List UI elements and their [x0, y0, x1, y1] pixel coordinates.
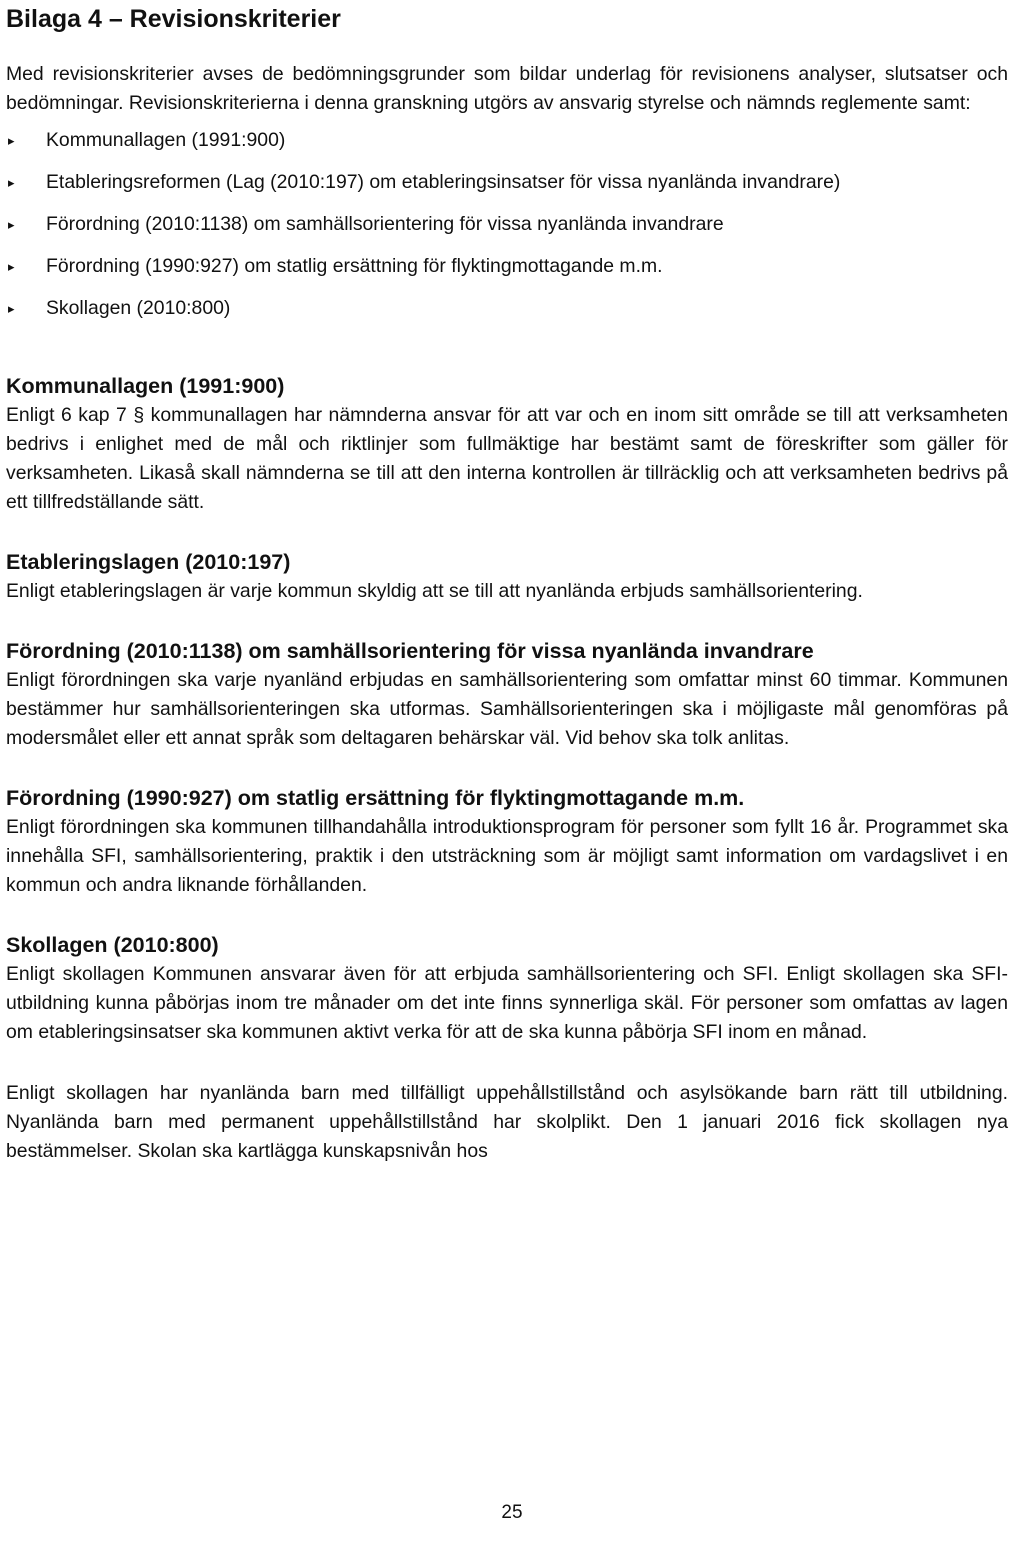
section-etableringslagen	[6, 547, 1008, 606]
page-title: Bilaga 4 – Revisionskriterier	[6, 5, 341, 33]
section-forordning-1990-927	[6, 783, 1008, 900]
section-heading: Skollagen (2010:800)	[6, 933, 219, 957]
list-item-text: Förordning (1990:927) om statlig ersättning för flyktingmottagande m.m.	[46, 255, 663, 277]
section-heading: Kommunallagen (1991:900)	[6, 374, 285, 398]
bullet-icon: ▸	[8, 217, 15, 232]
section-heading: Etableringslagen (2010:197)	[6, 550, 291, 574]
page-number: 25	[501, 1502, 523, 1523]
list-item-text: Kommunallagen (1991:900)	[46, 129, 286, 151]
section-skollagen	[6, 930, 1008, 1166]
intro-paragraph: Med revisionskriterier avses de bedömningsgrunder som bildar underlag för revisionens analyser, slutsatser och bedömningar. Revisionskriterierna i denna granskning utgörs av ansvarig styrelse och nämnds reglemente samt:	[6, 63, 1008, 114]
bullet-icon: ▸	[8, 259, 15, 274]
list-item-text: Förordning (2010:1138) om samhällsorientering för vissa nyanlända invandrare	[46, 213, 724, 235]
section-paragraph: Enligt förordningen ska kommunen tillhandahålla introduktionsprogram för personer som fyllt 16 år. Programmet ska innehålla SFI, samhällsorientering, praktik i den utsträckning som är möjligt samt information om vardagslivet i en kommun och andra liknande förhållanden.	[6, 816, 1008, 896]
list-item	[6, 168, 1008, 197]
section-paragraph: Enligt 6 kap 7 § kommunallagen har nämnderna ansvar för att var och en inom sitt område se till att verksamheten bedrivs i enlighet med de mål och riktlinjer som fullmäktige har bestämt samt de föreskrifter som gäller för verksamheten. Likaså skall nämnderna se till att den interna kontrollen är tillräcklig och att verksamheten bedrivs på ett tillfredställande sätt.	[6, 404, 1008, 513]
section-heading: Förordning (2010:1138) om samhällsorientering för vissa nyanlända invandrare	[6, 639, 814, 663]
bullet-icon: ▸	[8, 133, 15, 148]
section-paragraph-2: Enligt skollagen har nyanlända barn med tillfälligt uppehållstillstånd och asylsökande barn rätt till utbildning. Nyanlända barn med permanent uppehållstillstånd har skolplikt. Den 1 januari 2016 fick skollagen nya bestämmelser. Skolan ska kartlägga kunskapsnivån hos	[6, 1082, 1008, 1162]
section-paragraph: Enligt etableringslagen är varje kommun skyldig att se till att nyanlända erbjuds samhällsorientering.	[6, 580, 863, 602]
section-paragraph: Enligt skollagen Kommunen ansvarar även för att erbjuda samhällsorientering och SFI. Enligt skollagen ska SFI-utbildning kunna påbörjas inom tre månader om det inte finns synnerliga skäl. För personer som omfattas av lagen om etableringsinsatser ska kommunen aktivt verka för att de ska kunna påbörja SFI inom en månad.	[6, 963, 1008, 1043]
section-paragraph: Enligt förordningen ska varje nyanländ erbjudas en samhällsorientering som omfattar minst 60 timmar. Kommunen bestämmer hur samhällsorienteringen ska utformas. Samhällsorienteringen ska i möjligaste mål genomföras på modersmålet eller ett annat språk som deltagaren behärskar väl. Vid behov ska tolk anlitas.	[6, 669, 1008, 749]
bullet-icon: ▸	[8, 175, 15, 190]
list-item-text: Etableringsreformen (Lag (2010:197) om etableringsinsatser för vissa nyanlända invandrare)	[46, 171, 841, 193]
list-item	[6, 294, 1008, 323]
criteria-list	[6, 126, 1008, 323]
section-heading: Förordning (1990:927) om statlig ersättning för flyktingmottagande m.m.	[6, 786, 745, 810]
list-item	[6, 210, 1008, 239]
list-item	[6, 126, 1008, 155]
list-item	[6, 252, 1008, 281]
list-item-text: Skollagen (2010:800)	[46, 297, 231, 319]
bullet-icon: ▸	[8, 301, 15, 316]
section-kommunallagen	[6, 371, 1008, 517]
section-forordning-2010-1138	[6, 636, 1008, 753]
